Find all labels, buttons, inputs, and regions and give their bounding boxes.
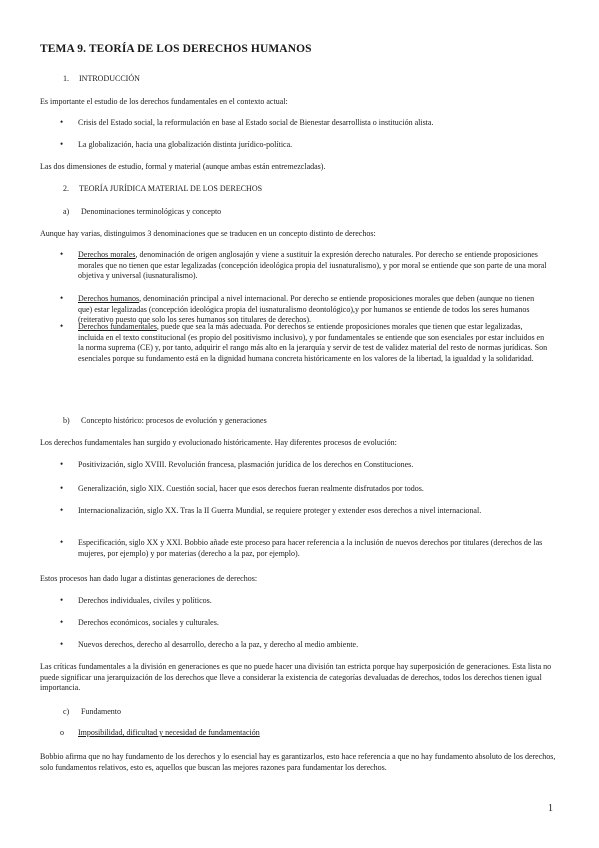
paragraph: Los derechos fundamentales han surgido y evolucionado históricamente. Hay diferentes procesos de evolución:	[40, 438, 397, 447]
paragraph: Es importante el estudio de los derechos fundamentales en el contexto actual:	[40, 97, 288, 106]
page-number: 1	[548, 803, 553, 814]
term: Derechos morales	[78, 250, 136, 259]
term: Derechos humanos	[78, 294, 140, 303]
list-item-text: Nuevos derechos, derecho al desarrollo, derecho a la paz, y derecho al medio ambiente.	[78, 640, 359, 649]
list-item	[60, 538, 550, 559]
paragraph: Aunque hay varias, distinguimos 3 denominaciones que se traducen en un concepto distinto de derechos:	[40, 229, 376, 238]
list-item-text: Derechos individuales, civiles y políticos.	[78, 596, 212, 605]
bullet-icon: •	[60, 639, 64, 649]
list-item-text: Positivización, siglo XVIII. Revolución francesa, plasmación jurídica de los derechos en Constituciones.	[78, 460, 414, 469]
section-heading-teoria	[63, 184, 262, 195]
bullet-icon: •	[60, 293, 64, 303]
list-item-text: Internacionalización, siglo XX. Tras la II Guerra Mundial, se requiere proteger y extender esos derechos a nivel internacional.	[78, 506, 482, 515]
section-label: TEORÍA JURÍDICA MATERIAL DE LOS DERECHOS	[79, 184, 263, 193]
bullet-icon: •	[60, 617, 64, 627]
paragraph: Las dos dimensiones de estudio, formal y material (aunque ambas están entremezcladas).	[40, 162, 326, 171]
bullet-icon: •	[60, 249, 64, 259]
subsection-label: Concepto histórico: procesos de evolución y generaciones	[81, 416, 267, 425]
subsection-heading-b	[63, 416, 267, 427]
list-item-text: Crisis del Estado social, la reformulación en base al Estado social de Bienestar desarrollista o institución alista.	[78, 118, 434, 127]
section-number: 1.	[63, 74, 69, 83]
subsection-label: Denominaciones terminológicas y concepto	[81, 207, 222, 216]
list-item-text: Especificación, siglo XX y XXI. Bobbio añade este proceso para hacer referencia a la inclusión de nuevos derechos por titulares (derechos de las mujeres, por ejemplo) y por materias (derecho a la paz, por ejemplo).	[78, 538, 543, 558]
subsection-number: c)	[63, 707, 70, 716]
list-item-text: La globalización, hacia una globalización distinta jurídico-política.	[78, 140, 293, 149]
list-item	[60, 118, 550, 129]
section-label: INTRODUCCIÓN	[79, 74, 140, 83]
subsection-number: b)	[63, 416, 70, 425]
term: Derechos fundamentales	[78, 322, 157, 331]
list-item	[60, 618, 550, 629]
bullet-icon: •	[60, 483, 64, 493]
list-item	[60, 484, 550, 495]
paragraph: Bobbio afirma que no hay fundamento de los derechos y lo esencial hay es garantizarlos, esto hace referencia a que no hay fundamento absoluto de los derechos, solo fundamentos relativos, esto es, aquellos que buscan las mejores razones para fundamentar los derechos.	[40, 752, 556, 772]
bullet-icon: •	[60, 117, 64, 127]
list-item	[60, 460, 550, 471]
list-item	[60, 596, 550, 607]
paragraph: Las críticas fundamentales a la división en generaciones es que no puede hacer una división tan estricta porque hay superposición de generaciones. Esta lista no puede significar una jerarquización de los derechos que lleve a considerar la existencia de categorías devaluadas de derechos, todos los derechos tienen igual importancia.	[40, 662, 552, 693]
list-item	[60, 322, 550, 364]
list-item-text: , denominación principal a nivel internacional. Por derecho se entiende proposiciones morales que deben (aunque no tienen que) estar legalizadas (concepción ideológica propia del iusnaturalismo deontológico),y por humanos se entiende de todos los seres humanos (reiterativo puesto que solo los seres humanos son titulares de derechos).	[78, 294, 535, 325]
bullet-icon: •	[60, 537, 64, 547]
list-item	[60, 506, 550, 517]
page-title: TEMA 9. TEORÍA DE LOS DERECHOS HUMANOS	[40, 43, 312, 55]
list-item-text: , denominación de origen anglosajón y viene a sustituir la expresión derecho naturales. Por derecho se entiende proposiciones morales que no tienen que estar legalizadas (concepción ideológica propia del iusnaturalismo), y por moral se entiende que son parte de una moral objetiva y universal (iusnaturalismo).	[78, 250, 547, 281]
circle-list-item	[60, 728, 260, 739]
section-heading-introduccion	[63, 74, 140, 85]
bullet-icon: •	[60, 505, 64, 515]
subsection-label: Fundamento	[81, 707, 121, 716]
subsection-number: a)	[63, 207, 70, 216]
section-number: 2.	[63, 184, 69, 193]
list-item-text: , puede que sea la más adecuada. Por derechos se entiende proposiciones morales que tienen que estar legalizadas, incluida en el texto constitucional (es propio del positivismo inclusivo), y por fundamentales se entiende que son esenciales por estar incluidos en la norma suprema (CE) y, por tanto, adquirir el rango más alto en la jerarquía y servir de test de validez material del resto de normas jurídicas. Son esenciales porque su fundamento está en la dignidad humana concreta históricamente en los valores de la libertad, la igualdad y la solidaridad.	[78, 322, 548, 363]
list-item	[60, 640, 550, 651]
list-item-text: Imposibilidad, dificultad y necesidad de fundamentación	[78, 728, 260, 737]
bullet-icon: •	[60, 595, 64, 605]
list-item	[60, 140, 550, 151]
list-item-text: Derechos económicos, sociales y culturales.	[78, 618, 219, 627]
bullet-icon: •	[60, 139, 64, 149]
circle-bullet-icon: o	[60, 728, 64, 737]
paragraph: Estos procesos han dado lugar a distintas generaciones de derechos:	[40, 574, 258, 583]
list-item	[60, 294, 550, 326]
list-item-text: Generalización, siglo XIX. Cuestión social, hacer que esos derechos fueran realmente disfrutados por todos.	[78, 484, 424, 493]
bullet-icon: •	[60, 459, 64, 469]
bullet-icon: •	[60, 321, 64, 331]
list-item	[60, 250, 550, 282]
subsection-heading-c	[63, 707, 121, 718]
subsection-heading-a	[63, 207, 221, 218]
